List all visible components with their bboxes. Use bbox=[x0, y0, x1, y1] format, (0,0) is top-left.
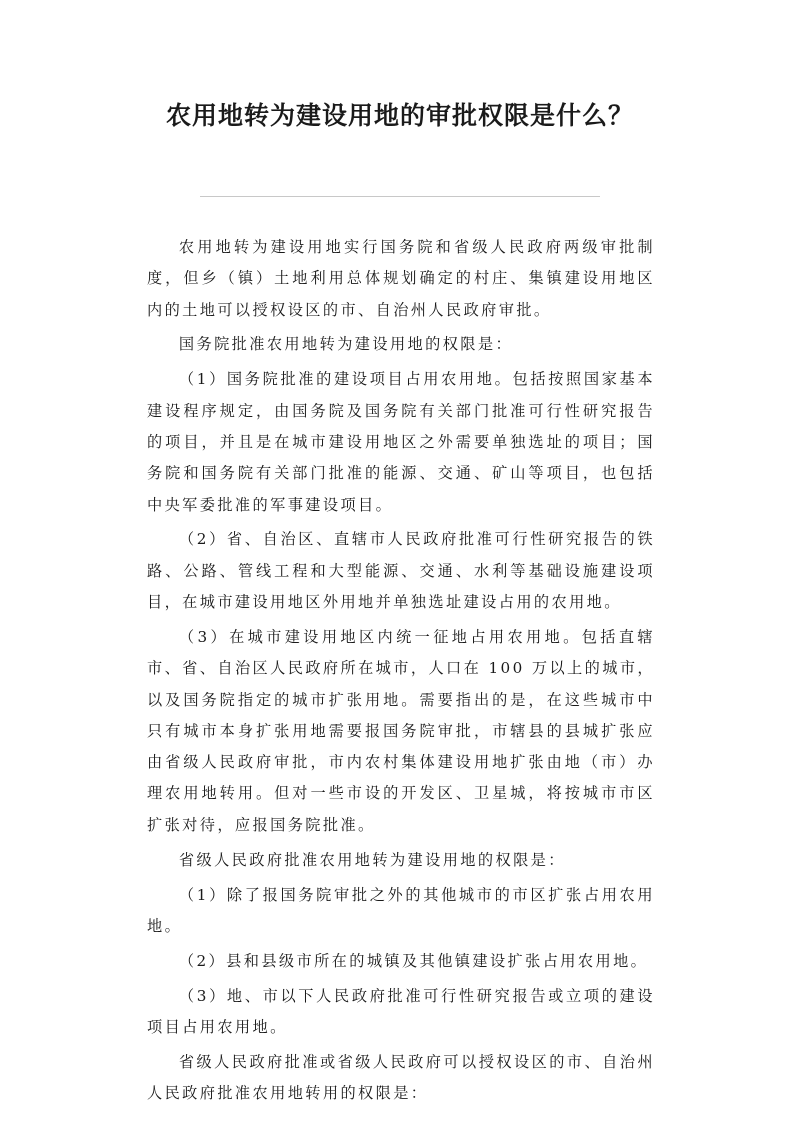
paragraph-provincial-item-3: （3）地、市以下人民政府批准可行性研究报告或立项的建设项目占用农用地。 bbox=[147, 986, 655, 1036]
paragraph-provincial-heading: 省级人民政府批准农用地转为建设用地的权限是： bbox=[178, 850, 566, 869]
document-body bbox=[147, 232, 655, 1113]
paragraph-state-council-item-1: （1）国务院批准的建设项目占用农用地。包括按照国家基本建设程序规定，由国务院及国务院有关部门批准可行性研究报告的项目，并且是在城市建设用地区之外需要单独选址的项目；国务院和国务院有关部门批准的能源、交通、矿山等项目，也包括中央军委批准的军事建设项目。 bbox=[147, 370, 655, 514]
document-title: 农用地转为建设用地的审批权限是什么？ bbox=[165, 101, 634, 130]
paragraph-state-council-heading: 国务院批准农用地转为建设用地的权限是： bbox=[178, 335, 514, 354]
paragraph-intro: 农用地转为建设用地实行国务院和省级人民政府两级审批制度，但乡（镇）土地利用总体规划确定的村庄、集镇建设用地区内的土地可以授权设区的市、自治州人民政府审批。 bbox=[147, 238, 655, 319]
title-divider bbox=[200, 196, 600, 197]
paragraph-state-council-item-2: （2）省、自治区、直辖市人民政府批准可行性研究报告的铁路、公路、管线工程和大型能源、交通、水利等基础设施建设项目，在城市建设用地区外用地并单独选址建设占用的农用地。 bbox=[147, 530, 655, 612]
paragraph-state-council-item-3: （3）在城市建设用地区内统一征地占用农用地。包括直辖市、省、自治区人民政府所在城市，人口在 100 万以上的城市，以及国务院指定的城市扩张用地。需要指出的是，在这些城市中只有城市本身扩张用地需要报国务院审批，市辖县的县城扩张应由省级人民政府审批，市内农村集体建设用地扩张由地（市）办理农用地转用。但对一些市设的开发区、卫星城，将按城市市区扩张对待，应报国务院批准。 bbox=[147, 627, 655, 834]
paragraph-provincial-item-2: （2）县和县级市所在的城镇及其他镇建设扩张占用农用地。 bbox=[178, 951, 649, 970]
paragraph-authorized-heading: 省级人民政府批准或省级人民政府可以授权设区的市、自治州人民政府批准农用地转用的权限是： bbox=[147, 1052, 655, 1103]
paragraph-provincial-item-1: （1）除了报国务院审批之外的其他城市的市区扩张占用农用地。 bbox=[147, 885, 655, 935]
